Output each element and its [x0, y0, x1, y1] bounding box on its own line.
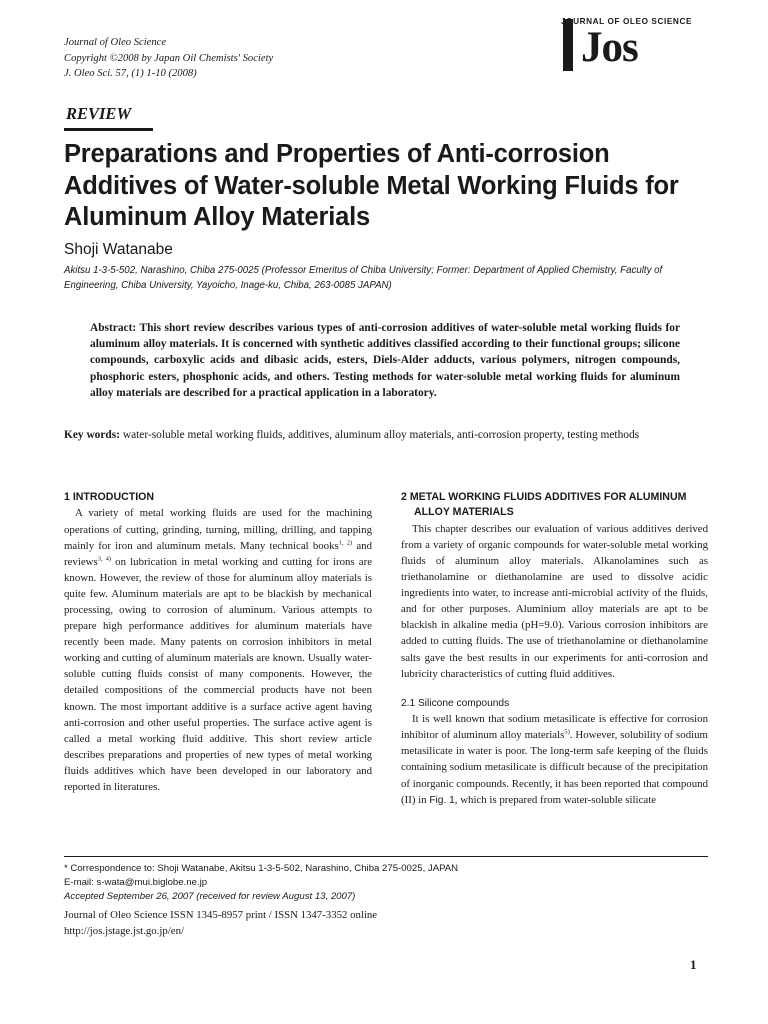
footnote-rule: [64, 856, 708, 857]
figure-reference-link[interactable]: Fig. 1: [429, 794, 455, 806]
left-column: [64, 490, 372, 795]
accepted-date: Accepted September 26, 2007 (received for review August 13, 2007): [64, 891, 356, 903]
keywords-text: water-soluble metal working fluids, additives, aluminum alloy materials, anti-corrosion property, testing methods: [122, 429, 640, 441]
abstract-text: This short review describes various types of anti-corrosion additives of water-soluble metal working fluids for aluminum alloy materials. It is concerned with synthetic additives classified according to their functional groups; silicone compounds, carboxylic acids and dibasic acids, esters, Diels-Alder adducts, various polymers, nitrogen compounds, phosphoric esters, phosphonic acids, and others. Testing methods for water-soluble metal working fluids for aluminum alloy materials are described for a practical application in a laboratory.: [90, 322, 680, 399]
journal-copyright: Copyright ©2008 by Japan Oil Chemists' Society: [64, 52, 274, 64]
author-affiliation: Akitsu 1-3-5-502, Narashino, Chiba 275-0025 (Professor Emeritus of Chiba University; Former: Department of Applied Chemistry, Faculty of Engineering, Chiba University, Yayoicho, Inage-ku, Chiba, 263-0085 JAPAN): [64, 265, 663, 291]
abstract-label: Abstract:: [90, 322, 137, 334]
section-2-paragraph: This chapter describes our evaluation of various additives derived from a variety of organic compounds for water-soluble metal working fluids of aluminum alloy materials. Alkanolamines such as triethanolamine or diethanolamine are used to dissolve acidic ingredients into water, to increase anti-microbial activity of the fluids, and for other purposes. Aluminium alloy materials are apt to be blackish in alkaline media (pH=9.0). Various corrosion inhibitors are added to cutting fluids. The use of triethanolamine or diethanolamine salts gave the best results in our experiments for anti-corrosion and lubricity characteristics of cutting fluid additives.: [401, 522, 708, 680]
journal-logo: [561, 17, 707, 73]
article-type-label: REVIEW: [66, 104, 132, 123]
page-footer: [64, 908, 377, 939]
abstract: [90, 320, 680, 401]
intro-text-a: A variety of metal working fluids are used for the machining operations of cutting, grinding, turning, milling, drilling, and tapping mainly for iron and aluminum metals. Many technical books: [64, 507, 372, 552]
subsection-heading-2-1: 2.1 Silicone compounds: [401, 697, 510, 709]
citation-volume: 57: [115, 68, 127, 79]
article-title: Preparations and Properties of Anti-corrosion Additives of Water-soluble Metal Working Fluids for Aluminum Alloy Materials: [64, 140, 679, 231]
article-author: Shoji Watanabe: [64, 241, 173, 258]
article-type-rule: [64, 128, 153, 131]
logo-bar: [563, 19, 573, 71]
keywords: [64, 427, 768, 443]
citation-ref: 3, 4): [97, 555, 112, 563]
intro-text-b: and reviews: [64, 539, 373, 568]
logo-topline: JOURNAL OF OLEO SCIENCE: [561, 17, 693, 26]
sec21-text-c: , which is prepared from water-soluble silicate: [454, 793, 657, 806]
sec21-text-a: It is well known that sodium metasilicate is effective for corrosion inhibitor of aluminum alloy materials: [401, 713, 708, 742]
citation-ref: 1, 2): [338, 538, 353, 546]
keywords-label: Key words:: [64, 429, 120, 441]
footnote: [64, 862, 708, 905]
citation-rest: , (1) 1-10 (2008): [126, 68, 197, 79]
email-line[interactable]: E-mail: s-wata@mui.biglobe.ne.jp: [64, 877, 208, 889]
subsection-2-1-paragraph: [401, 711, 708, 809]
right-column: [401, 490, 708, 809]
logo-mark: Jos: [581, 24, 638, 71]
issn-line: Journal of Oleo Science ISSN 1345-8957 print / ISSN 1347-3352 online: [64, 909, 378, 921]
journal-url-link[interactable]: http://jos.jstage.jst.go.jp/en/: [64, 924, 184, 937]
intro-text-c: on lubrication in metal working and cutting for irons are known. However, the review of those for aluminum alloy materials is quite few. Aluminum materials are apt to be blackish by mechanical processing, owing to corrosion of aluminum. Various attempts to prepare high performance additives for aluminum materials have recently been made. Many patents on corrosion inhibitors in metal working and cutting of aluminum materials are known. Usually water-soluble cutting fluids consist of many components. However, the detailed compositions of the commercial products have not been known. The most important additive is a surface active agent having anti-corrosion and other useful properties. The surface active agent is called a metal working fluid additive. This short review article describes preparations and properties of new types of metal working fluids additives which have been developed in our laboratory and reported in literatures.: [64, 555, 373, 793]
journal-header: [64, 35, 273, 82]
journal-citation: [64, 66, 273, 82]
correspondence-line: [64, 862, 708, 876]
page-number: 1: [690, 957, 697, 972]
citation-prefix: J. Oleo Sci.: [64, 68, 113, 79]
correspondence-text: Correspondence to: Shoji Watanabe, Akitsu 1-3-5-502, Narashino, Chiba 275-0025, JAPAN: [70, 863, 459, 874]
section-heading-introduction: 1 INTRODUCTION: [64, 491, 155, 503]
section-heading-2: 2 METAL WORKING FLUIDS ADDITIVES FOR ALUMINUM ALLOY MATERIALS: [401, 491, 687, 519]
sec21-text-b: . However, solubility of sodium metasilicate in water is poor. The long-term safe keeping of the fluids containing sodium metasilicate is difficult because of the precipitation of inorganic compounds. Recently, it has been reported that compound (II) in: [401, 729, 708, 806]
journal-name: Journal of Oleo Science: [64, 37, 167, 48]
footnote-marker: *: [64, 863, 68, 874]
citation-ref: 5): [564, 728, 570, 736]
introduction-paragraph: [64, 505, 372, 795]
